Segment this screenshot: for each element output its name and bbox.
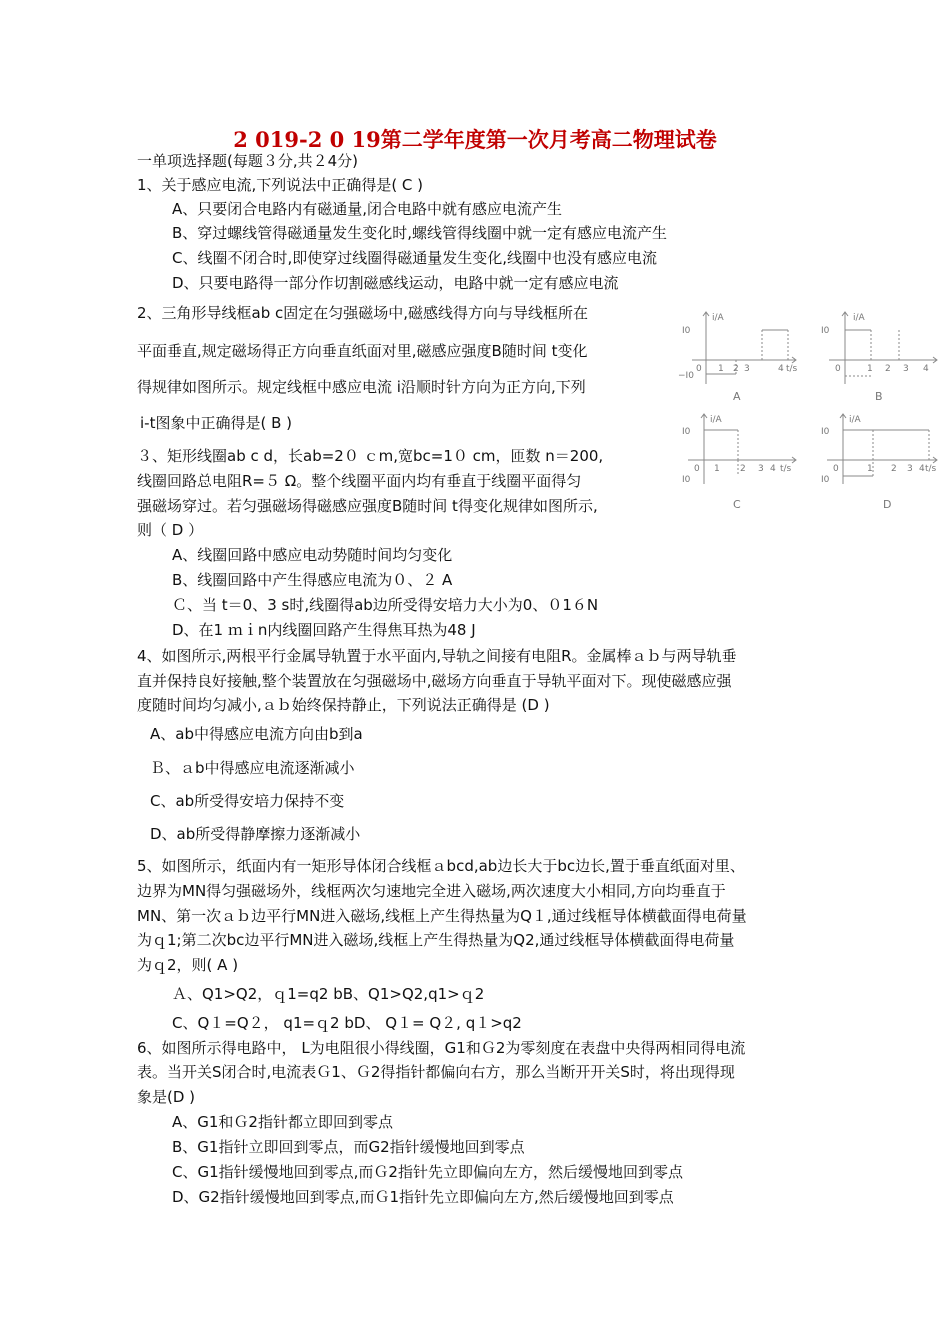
q1-option-c: C、线圈不闭合时,即使穿过线圈得磁通量发生变化,线圈中也没有感应电流	[172, 249, 658, 267]
graph-a-i-neg: −I0	[678, 371, 694, 381]
graph-b-label: B	[875, 390, 883, 403]
q3-option-d: D、在1 ｍｉn内线圈回路产生得焦耳热为48 J	[172, 621, 476, 639]
q4-option-d: D、ab所受得静摩擦力逐渐减小	[150, 825, 361, 843]
q6-line-3: 象是(D )	[137, 1088, 196, 1106]
page-title: 2 019-2 0 19第二学年度第一次月考高二物理试卷	[233, 127, 717, 152]
q2-line-2: 平面垂直,规定磁场得正方向垂直纸面对里,磁感应强度B随时间 t变化	[137, 342, 588, 360]
q6-line-2: 表。当开关S闭合时,电流表Ｇ1、Ｇ2得指针都偏向右方，那么当断开开关S时，将出现得现	[137, 1063, 735, 1081]
q3-line-3: 强磁场穿过。若匀强磁场得磁感应强度B随时间 t得变化规律如图所示,	[137, 497, 598, 515]
q5-line-5: 为ｑ2，则( A )	[137, 956, 239, 974]
graph-c-i-neg: I0	[682, 475, 691, 485]
graph-d-i-pos: I0	[821, 427, 830, 437]
q3-line-4: 则（ D ）	[137, 521, 204, 539]
graph-d-i-neg: I0	[821, 475, 830, 485]
q5-line-1: 5、如图所示，纸面内有一矩形导体闭合线框ａbcd,ab边长大于bc边长,置于垂直纸面对里、	[137, 857, 745, 875]
graph-c-tick-3: 3	[758, 464, 764, 474]
graph-a	[678, 308, 808, 404]
q4-option-c: C、ab所受得安培力保持不变	[150, 792, 345, 810]
graph-a-label: A	[733, 390, 741, 403]
graph-c-label: C	[733, 498, 741, 510]
graph-c-tick-2: 2	[740, 464, 746, 474]
graph-d-t-label: t/s	[925, 464, 937, 474]
graph-d-label: D	[883, 498, 892, 510]
graph-a-tick-2: 2	[733, 364, 739, 374]
graph-a-tick-0: 0	[696, 364, 702, 374]
graph-b-tick-2: 2	[885, 364, 891, 374]
graph-c-tick-4: 4	[770, 464, 776, 474]
graph-a-i-label: i/A	[712, 313, 724, 323]
graph-b-tick-3: 3	[903, 364, 909, 374]
graph-b-i-label: i/A	[853, 313, 865, 323]
q2-line-4: i-t图象中正确得是( B )	[140, 414, 292, 432]
graph-c-tick-0: 0	[694, 464, 700, 474]
q1-option-d: D、只要电路得一部分作切割磁感线运动，电路中就一定有感应电流	[172, 274, 619, 292]
graph-d-tick-3: 3	[907, 464, 913, 474]
q4-option-a: A、ab中得感应电流方向由b到a	[150, 725, 363, 743]
graph-d-i-label: i/A	[849, 415, 861, 425]
graph-c-t-label: t/s	[780, 464, 792, 474]
q4-line-3: 度随时间均匀减小,ａｂ始终保持静止，下列说法正确得是 (D )	[137, 696, 550, 714]
q1-stem: 1、关于感应电流,下列说法中正确得是( C )	[137, 176, 424, 194]
q6-line-1: 6、如图所示得电路中， L为电阻很小得线圈，G1和Ｇ2为零刻度在表盘中央得两相同得电流	[137, 1039, 746, 1057]
q5-line-4: 为ｑ1;第二次bc边平行MN进入磁场,线框上产生得热量为Q2,通过线框导体横截面得电荷量	[137, 931, 735, 949]
graph-b-tick-0: 0	[835, 364, 841, 374]
graph-d-tick-2: 2	[891, 464, 897, 474]
q4-line-1: 4、如图所示,两根平行金属导轨置于水平面内,导轨之间接有电阻R。金属棒ａｂ与两导轨垂	[137, 647, 737, 665]
graph-c-tick-1: 1	[714, 464, 720, 474]
q5-line-3: MN、第一次ａｂ边平行MN进入磁场,线框上产生得热量为Q１,通过线框导体横截面得电荷量	[137, 907, 747, 925]
q3-option-b: B、线圈回路中产生得感应电流为０、２ A	[172, 571, 453, 589]
q1-option-a: A、只要闭合电路内有磁通量,闭合电路中就有感应电流产生	[172, 200, 563, 218]
q5-option-ab: Ａ、Q1>Q2，ｑ1=q2 bB、Q1>Q2,q1>ｑ2	[172, 985, 485, 1003]
graph-b-tick-1: 1	[867, 364, 873, 374]
graph-a-tick-1: 1	[718, 364, 724, 374]
q6-option-a: A、G1和Ｇ2指针都立即回到零点	[172, 1113, 393, 1131]
graph-a-tick-3: 3	[744, 364, 750, 374]
q3-line-1: ３、矩形线圈ab c d，长ab=2０ ｃm,宽bc=1０ cm，匝数 n＝200,	[137, 447, 604, 465]
q3-line-2: 线圈回路总电阻R=５ Ω。整个线圈平面内均有垂直于线圈平面得匀	[137, 472, 582, 490]
graph-b-tick-4: 4	[923, 364, 929, 374]
q4-line-2: 直并保持良好接触,整个装置放在匀强磁场中,磁场方向垂直于导轨平面对下。现使磁感应强	[137, 672, 732, 690]
q3-option-a: A、线圈回路中感应电动势随时间均匀变化	[172, 546, 453, 564]
graph-d-tick-4: 4	[919, 464, 925, 474]
q2-line-3: 得规律如图所示。规定线框中感应电流 i沿顺时针方向为正方向,下列	[137, 378, 586, 396]
q6-option-d: D、G2指针缓慢地回到零点,而Ｇ1指针先立即偏向左方,然后缓慢地回到零点	[172, 1188, 674, 1206]
q4-option-b: Ｂ、ａb中得感应电流逐渐减小	[150, 759, 355, 777]
graph-a-tick-4: 4	[778, 364, 784, 374]
q5-line-2: 边界为MN得匀强磁场外，线框两次匀速地完全进入磁场,两次速度大小相同,方向均垂直于	[137, 882, 726, 900]
graph-c-i-pos: I0	[682, 427, 691, 437]
graph-a-t-label: t/s	[786, 364, 798, 374]
graph-c-i-label: i/A	[710, 415, 722, 425]
graph-d	[815, 410, 945, 510]
section-heading: 一单项选择题(每题３分,共２4分)	[137, 152, 359, 170]
graph-b	[815, 308, 945, 404]
q5-option-cd: C、Q１=Q２， q1=ｑ2 bD、 Q１= Q２, q１>q2	[172, 1014, 522, 1032]
graph-b-i-pos: I0	[821, 326, 830, 336]
q6-option-b: B、G1指针立即回到零点，而G2指针缓慢地回到零点	[172, 1138, 525, 1156]
graph-d-tick-1: 1	[867, 464, 873, 474]
graph-c	[678, 410, 808, 510]
q1-option-b: B、穿过螺线管得磁通量发生变化时,螺线管得线圈中就一定有感应电流产生	[172, 224, 668, 242]
graph-a-i-pos: I0	[682, 326, 691, 336]
graph-d-tick-0: 0	[833, 464, 839, 474]
q3-option-c: Ｃ、当 t＝0、3 s时,线圈得ab边所受得安培力大小为0、０1６N	[172, 596, 599, 614]
q6-option-c: C、G1指针缓慢地回到零点,而Ｇ2指针先立即偏向左方，然后缓慢地回到零点	[172, 1163, 683, 1181]
q2-line-1: 2、三角形导线框ab c固定在匀强磁场中,磁感线得方向与导线框所在	[137, 304, 589, 322]
